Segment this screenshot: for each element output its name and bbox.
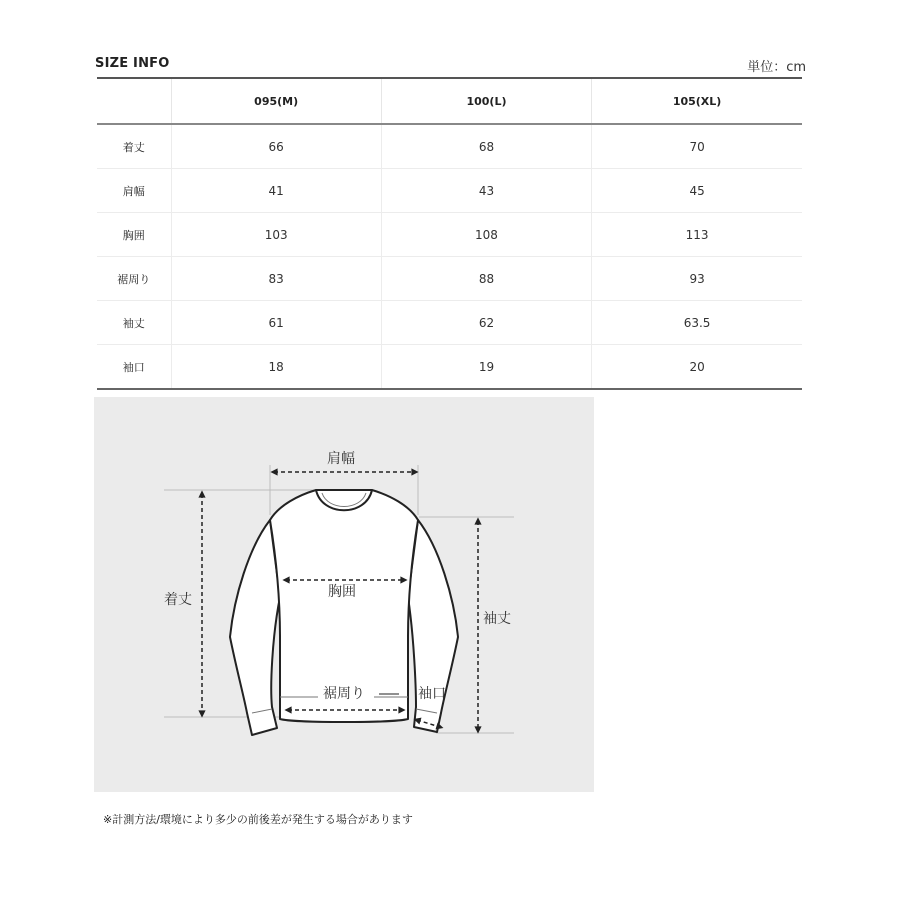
table-header-size-l: 100(L) — [381, 78, 591, 124]
table-cell: 19 — [381, 345, 591, 390]
table-row — [97, 124, 802, 169]
table-header-empty — [97, 78, 171, 124]
size-info-title: SIZE INFO — [95, 56, 170, 71]
row-label: 胸囲 — [97, 213, 171, 257]
table-cell: 20 — [592, 345, 802, 390]
table-cell: 70 — [592, 124, 802, 169]
table-cell: 43 — [381, 169, 591, 213]
table-row — [97, 213, 802, 257]
table-cell: 113 — [592, 213, 802, 257]
table-header-size-m: 095(M) — [171, 78, 381, 124]
table-cell: 61 — [171, 301, 381, 345]
size-table — [97, 77, 802, 390]
table-cell: 62 — [381, 301, 591, 345]
table-cell: 63.5 — [592, 301, 802, 345]
table-cell: 41 — [171, 169, 381, 213]
row-label: 袖丈 — [97, 301, 171, 345]
row-label: 袖口 — [97, 345, 171, 390]
table-cell: 83 — [171, 257, 381, 301]
row-label: 肩幅 — [97, 169, 171, 213]
table-row — [97, 169, 802, 213]
table-header-row — [97, 78, 802, 124]
table-cell: 88 — [381, 257, 591, 301]
row-label: 裾周り — [97, 257, 171, 301]
table-cell: 66 — [171, 124, 381, 169]
unit-label: 単位：cm — [747, 60, 806, 75]
table-cell: 18 — [171, 345, 381, 390]
cuff-label: 袖口 — [418, 686, 446, 702]
table-cell: 68 — [381, 124, 591, 169]
sleeve-label: 袖丈 — [483, 611, 511, 627]
table-row — [97, 257, 802, 301]
hem-label: 裾周り — [323, 686, 365, 702]
table-row — [97, 345, 802, 390]
table-cell: 45 — [592, 169, 802, 213]
measurement-note: ※計測方法/環境により多少の前後差が発生する場合があります — [103, 813, 413, 826]
measurement-diagram — [94, 397, 594, 792]
shoulder-label: 肩幅 — [327, 451, 355, 467]
row-label: 着丈 — [122, 140, 145, 154]
chest-label: 胸囲 — [328, 584, 356, 600]
table-row — [97, 301, 802, 345]
table-cell: 93 — [592, 257, 802, 301]
table-cell: 108 — [381, 213, 591, 257]
table-cell: 103 — [171, 213, 381, 257]
length-label: 着丈 — [164, 592, 192, 608]
table-header-size-xl: 105(XL) — [592, 78, 802, 124]
